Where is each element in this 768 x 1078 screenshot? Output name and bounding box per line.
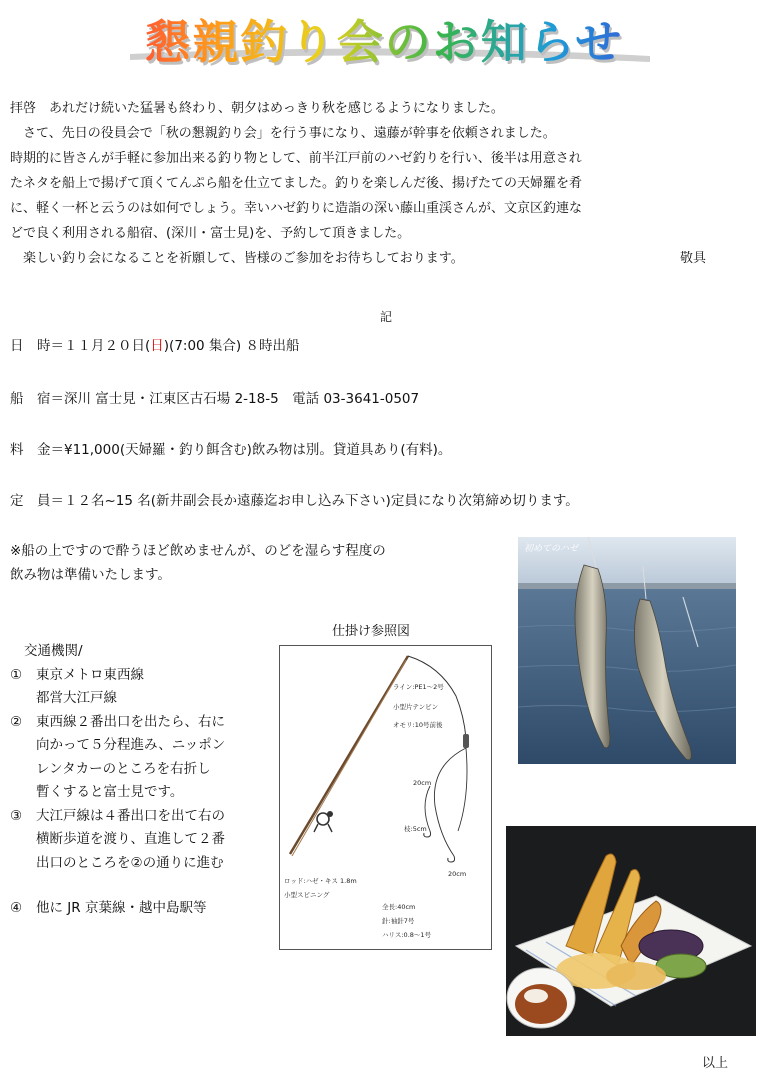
ki-heading: 記 [380,310,393,324]
sinker-label: オモリ:10号前後 [393,721,443,729]
length-20-top: 20cm [413,779,432,787]
rig-diagram [279,645,492,950]
transport-item-text: 出口のところを②の通りに進む [36,854,224,871]
detail-date [10,334,299,354]
length-20-bottom: 20cm [448,870,467,878]
transport-list [10,664,278,921]
hook-icon [448,856,455,862]
transport-item-text: レンタカーのところを右折し [36,760,211,777]
transport-item-number: ② [10,713,23,730]
note-line: 飲み物は準備いたします。 [10,566,171,583]
transport-item-number [10,734,36,758]
transport-item-text: 都営大江戸線 [36,690,117,706]
date-post: )(7:00 集合) ８時出船 [163,338,300,354]
transport-item-line [10,781,278,805]
line-label: ライン:PE1～2号 [393,683,444,691]
transport-item-number [10,852,36,876]
letter-line: に、軽く一杯と云うのは如何でしょう。幸いハゼ釣りに造詣の深い藤山重渓さんが、文京区釣連な [10,201,583,216]
total-length-label: 全長:40cm [382,903,416,911]
detail-capacity [10,489,760,509]
transport-item-line [10,828,278,852]
fee-value: ＝¥11,000(天婦羅・釣り餌含む)飲み物は別。貸道具あり(有料)。 [50,442,452,458]
letter-line: たネタを船上で揚げて頂くてんぷら船を仕立てました。釣りを楽しんだ後、揚げたての天婦羅を肴 [10,176,583,191]
hook-label: 針:袖針7号 [382,917,415,925]
detail-fee [10,438,451,458]
transport-item-number [10,758,36,782]
transport-item-number [10,828,36,852]
date-day: 日 [150,338,164,354]
rod-label: ロッド:ハゼ・キス 1.8m [284,877,357,885]
letter-line: 拝啓 あれだけ続いた猛暑も終わり、朝夕はめっきり秋を感じるようになりました。 [10,101,504,116]
harris-label: ハリス:0.8～1号 [382,931,432,939]
end-mark: 以上 [702,1056,729,1071]
transport-item-text: 東京メトロ東西線 [36,666,144,683]
capacity-value: ＝１２名~15 名(新井副会長か遠藤迄お申し込み下さい)定員になり次第締め切ります。 [50,493,579,509]
transport-item-text: 向かって５分程進み、ニッポン [36,737,226,753]
detail-boat [10,387,419,407]
letter-line: どで良く利用される船宿、(深川・富士見)を、予約して頂きました。 [10,226,411,241]
transport-item-line [10,687,278,711]
fee-label: 料 金 [10,442,51,458]
sinker-icon [463,734,469,748]
tempura-photo-drawing [506,826,756,1036]
transport-item-number [10,781,36,805]
transport-item-number: ① [10,666,23,683]
length-5: 枝:5cm [404,825,427,833]
transport-item-number [10,687,36,711]
transport-item-line [10,711,278,735]
transport-item-text: 他に JR 京葉線・越中島駅等 [36,900,207,916]
transport-item-text: 暫くすると富士見です。 [36,784,184,800]
capacity-label: 定 員 [10,493,51,509]
date-pre: ＝１１月２０日( [50,338,151,354]
diagram-caption: 仕掛け参照図 [332,624,411,639]
transport-item-line [10,758,278,782]
note-line: ※船の上ですので酔うほど飲めませんが、のどを湿らす程度の [10,543,386,559]
transport-item-text: 大江戸線は４番出口を出て右の [36,807,225,824]
transport-item-line [10,734,278,758]
tempura-photo [506,826,756,1036]
letter-line: 時期的に皆さんが手軽に参加出来る釣り物として、前半江戸前のハゼ釣りを行い、後半は用意され [10,151,582,166]
page-title: 懇親釣り会のお知らせ [0,6,768,72]
transport-section [10,640,278,921]
photo-caption: 初めてのハゼ [524,544,579,554]
transport-item-number: ③ [10,807,23,824]
transport-item-text: 横断歩道を渡り、直進して２番 [36,831,225,847]
transport-heading: 交通機関/ [24,643,83,659]
transport-item-text: 東西線２番出口を出たら、右に [36,713,225,730]
letter-line: 楽しい釣り会になることを祈願して、皆様のご参加をお待ちしております。 [10,251,464,266]
letter-line: さて、先日の役員会で「秋の懇親釣り会」を行う事になり、遠藤が幹事を依頼されました。 [10,126,556,141]
reel-label: 小型スピニング [284,891,330,899]
goby-photo [518,537,736,764]
letter-body [10,96,760,271]
boat-value: ＝深川 富士見・江東区古石場 2-18-5 電話 03-3641-0507 [50,391,420,407]
swivel-label: 小型片テンビン [393,703,439,711]
transport-item-line [10,852,278,876]
transport-item-line [10,805,278,829]
drinks-note [10,540,510,587]
date-label: 日 時 [10,338,51,354]
transport-item-line [10,897,278,921]
goby-photo-drawing [518,537,736,764]
closing-keigu: 敬具 [680,251,707,266]
transport-item-number: ④ [10,900,23,916]
boat-label: 船 宿 [10,391,51,407]
transport-item-line [10,664,278,688]
